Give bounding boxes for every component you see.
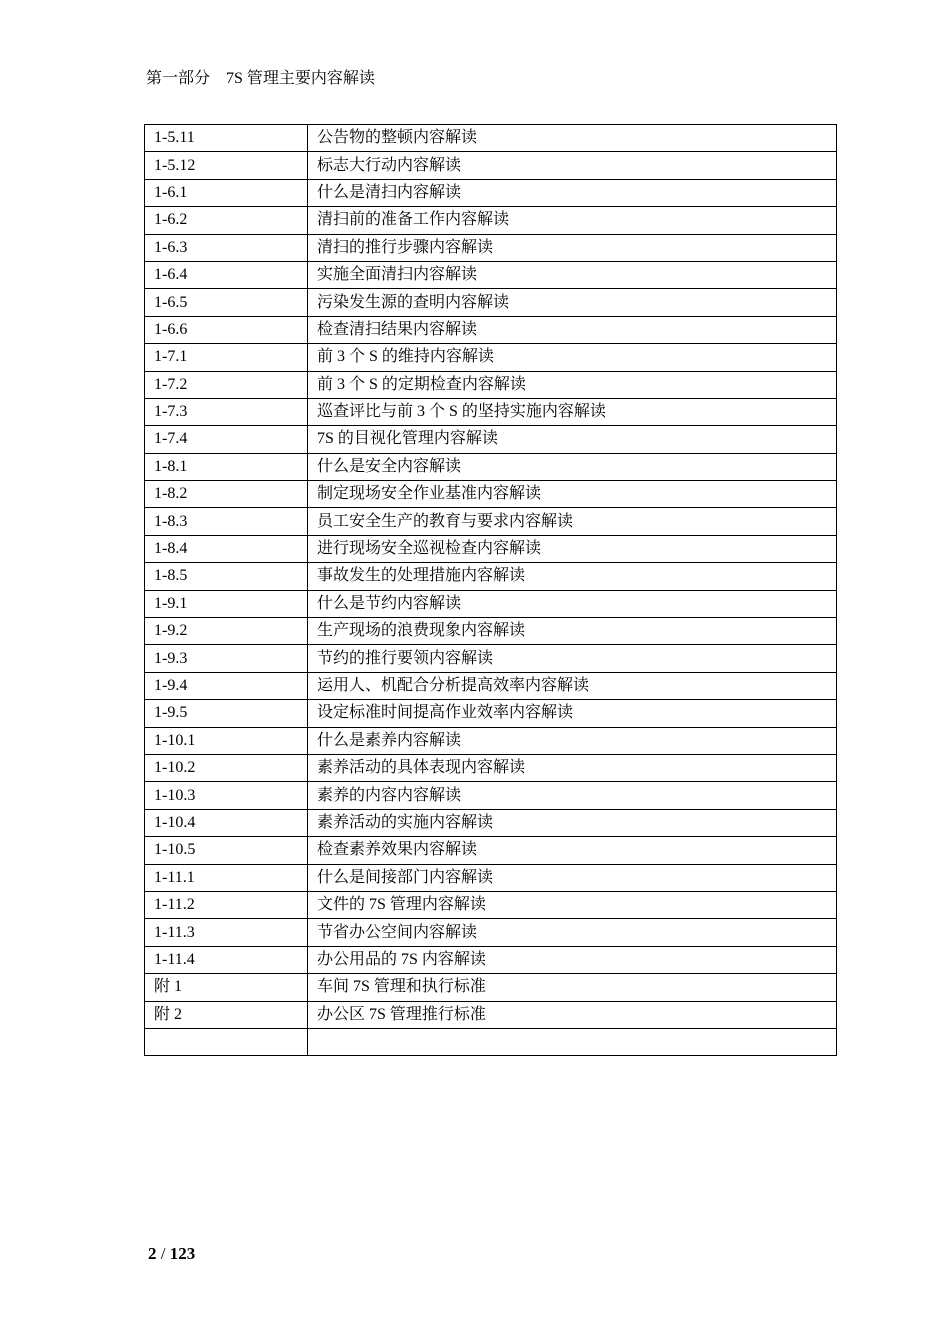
toc-row — [145, 316, 837, 343]
toc-code-cell: 1-6.3 — [145, 234, 308, 261]
toc-code-cell — [145, 1028, 308, 1055]
toc-title-cell: 进行现场安全巡视检查内容解读 — [308, 535, 837, 562]
toc-title-cell: 生产现场的浪费现象内容解读 — [308, 618, 837, 645]
toc-code-cell: 1-10.1 — [145, 727, 308, 754]
toc-title-cell: 什么是节约内容解读 — [308, 590, 837, 617]
toc-body — [145, 125, 837, 1056]
toc-row — [145, 481, 837, 508]
toc-title-cell: 公告物的整顿内容解读 — [308, 125, 837, 152]
toc-code-cell: 1-8.5 — [145, 563, 308, 590]
toc-row — [145, 919, 837, 946]
toc-title-cell: 素养活动的实施内容解读 — [308, 809, 837, 836]
toc-title-cell: 检查清扫结果内容解读 — [308, 316, 837, 343]
toc-title-cell: 7S 的目视化管理内容解读 — [308, 426, 837, 453]
header-section: 第一部分 — [146, 70, 211, 87]
toc-code-cell: 1-11.2 — [145, 891, 308, 918]
toc-code-cell: 1-6.1 — [145, 179, 308, 206]
toc-code-cell: 1-8.4 — [145, 535, 308, 562]
toc-code-cell: 1-6.4 — [145, 261, 308, 288]
toc-code-cell: 1-9.5 — [145, 700, 308, 727]
toc-row — [145, 207, 837, 234]
toc-code-cell: 附 2 — [145, 1001, 308, 1028]
toc-code-cell: 1-10.4 — [145, 809, 308, 836]
toc-title-cell: 节省办公空间内容解读 — [308, 919, 837, 946]
toc-row — [145, 672, 837, 699]
toc-row — [145, 782, 837, 809]
toc-title-cell: 办公区 7S 管理推行标准 — [308, 1001, 837, 1028]
toc-title-cell: 什么是清扫内容解读 — [308, 179, 837, 206]
toc-title-cell: 素养的内容内容解读 — [308, 782, 837, 809]
toc-code-cell: 1-5.12 — [145, 152, 308, 179]
toc-code-cell: 1-9.1 — [145, 590, 308, 617]
toc-row — [145, 563, 837, 590]
toc-title-cell: 检查素养效果内容解读 — [308, 837, 837, 864]
toc-row — [145, 453, 837, 480]
toc-code-cell: 1-7.3 — [145, 398, 308, 425]
toc-code-cell: 1-10.3 — [145, 782, 308, 809]
toc-row — [145, 618, 837, 645]
page-separator: / — [156, 1244, 170, 1263]
toc-title-cell: 什么是间接部门内容解读 — [308, 864, 837, 891]
toc-code-cell: 1-7.2 — [145, 371, 308, 398]
toc-title-cell — [308, 1028, 837, 1055]
toc-row — [145, 344, 837, 371]
toc-code-cell: 1-9.4 — [145, 672, 308, 699]
toc-title-cell: 清扫前的准备工作内容解读 — [308, 207, 837, 234]
toc-code-cell: 1-11.3 — [145, 919, 308, 946]
toc-title-cell: 文件的 7S 管理内容解读 — [308, 891, 837, 918]
toc-row — [145, 837, 837, 864]
toc-row — [145, 535, 837, 562]
toc-code-cell: 1-10.2 — [145, 754, 308, 781]
toc-code-cell: 1-7.4 — [145, 426, 308, 453]
toc-code-cell: 1-6.6 — [145, 316, 308, 343]
toc-code-cell: 1-6.2 — [145, 207, 308, 234]
toc-row — [145, 590, 837, 617]
toc-row — [145, 754, 837, 781]
toc-code-cell: 1-11.4 — [145, 946, 308, 973]
toc-title-cell: 制定现场安全作业基准内容解读 — [308, 481, 837, 508]
toc-code-cell: 1-8.2 — [145, 481, 308, 508]
toc-row — [145, 371, 837, 398]
toc-row — [145, 152, 837, 179]
toc-code-cell: 附 1 — [145, 974, 308, 1001]
toc-title-cell: 素养活动的具体表现内容解读 — [308, 754, 837, 781]
toc-title-cell: 标志大行动内容解读 — [308, 152, 837, 179]
toc-code-cell: 1-5.11 — [145, 125, 308, 152]
toc-title-cell: 清扫的推行步骤内容解读 — [308, 234, 837, 261]
toc-row — [145, 645, 837, 672]
toc-row — [145, 864, 837, 891]
toc-row — [145, 946, 837, 973]
toc-code-cell: 1-10.5 — [145, 837, 308, 864]
toc-row — [145, 426, 837, 453]
toc-title-cell: 节约的推行要领内容解读 — [308, 645, 837, 672]
toc-row — [145, 700, 837, 727]
toc-code-cell: 1-8.3 — [145, 508, 308, 535]
toc-code-cell: 1-9.3 — [145, 645, 308, 672]
toc-title-cell: 运用人、机配合分析提高效率内容解读 — [308, 672, 837, 699]
toc-row — [145, 1001, 837, 1028]
toc-row — [145, 891, 837, 918]
page-number — [148, 1244, 195, 1264]
toc-code-cell: 1-11.1 — [145, 864, 308, 891]
toc-row — [145, 1028, 837, 1055]
toc-row — [145, 398, 837, 425]
toc-row — [145, 289, 837, 316]
toc-title-cell: 办公用品的 7S 内容解读 — [308, 946, 837, 973]
toc-title-cell: 设定标准时间提高作业效率内容解读 — [308, 700, 837, 727]
total-pages: 123 — [169, 1244, 196, 1263]
toc-code-cell: 1-6.5 — [145, 289, 308, 316]
toc-code-cell: 1-7.1 — [145, 344, 308, 371]
toc-table — [144, 124, 837, 1056]
toc-row — [145, 974, 837, 1001]
toc-code-cell: 1-9.2 — [145, 618, 308, 645]
toc-row — [145, 234, 837, 261]
toc-code-cell: 1-8.1 — [145, 453, 308, 480]
toc-title-cell: 前 3 个 S 的维持内容解读 — [308, 344, 837, 371]
toc-title-cell: 巡查评比与前 3 个 S 的坚持实施内容解读 — [308, 398, 837, 425]
toc-title-cell: 什么是素养内容解读 — [308, 727, 837, 754]
toc-title-cell: 事故发生的处理措施内容解读 — [308, 563, 837, 590]
toc-row — [145, 727, 837, 754]
toc-title-cell: 前 3 个 S 的定期检查内容解读 — [308, 371, 837, 398]
toc-row — [145, 125, 837, 152]
toc-title-cell: 实施全面清扫内容解读 — [308, 261, 837, 288]
toc-row — [145, 508, 837, 535]
header-title: 7S 管理主要内容解读 — [226, 70, 375, 87]
toc-row — [145, 809, 837, 836]
toc-title-cell: 什么是安全内容解读 — [308, 453, 837, 480]
toc-title-cell: 污染发生源的查明内容解读 — [308, 289, 837, 316]
page-header — [146, 68, 375, 90]
toc-row — [145, 179, 837, 206]
toc-title-cell: 车间 7S 管理和执行标准 — [308, 974, 837, 1001]
toc-title-cell: 员工安全生产的教育与要求内容解读 — [308, 508, 837, 535]
toc-row — [145, 261, 837, 288]
current-page: 2 — [148, 1244, 157, 1263]
